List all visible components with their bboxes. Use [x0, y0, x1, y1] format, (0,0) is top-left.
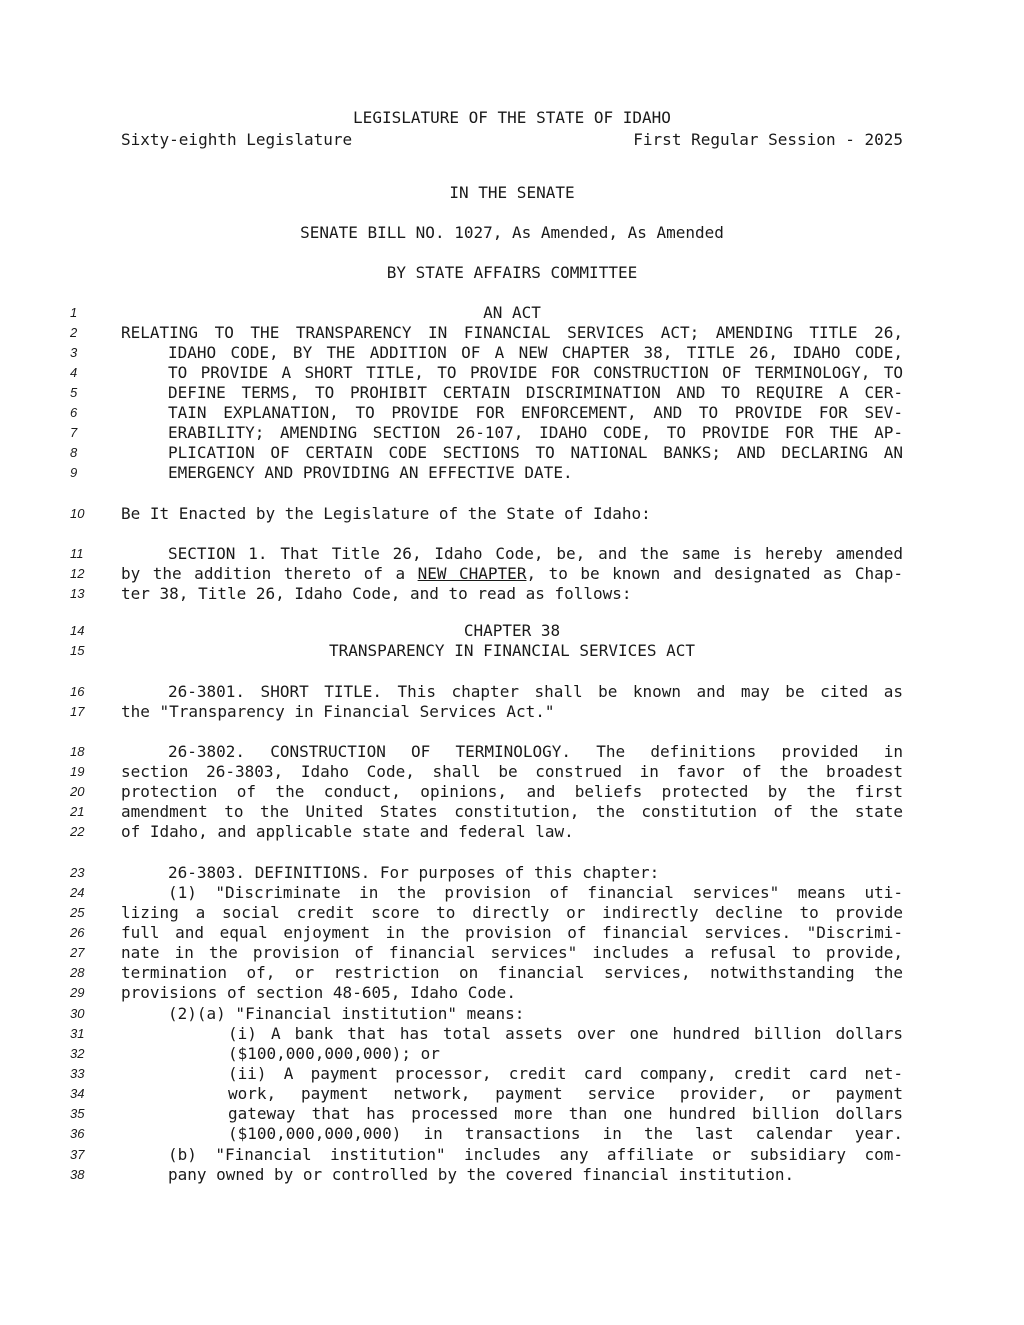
- bill-text-line: ERABILITY; AMENDING SECTION 26-107, IDAHO CODE, TO PROVIDE FOR THE AP-: [168, 423, 903, 442]
- bill-text-line: termination of, or restriction on financial services, notwithstanding the: [121, 963, 903, 982]
- line-number: 8: [70, 445, 78, 460]
- line-number: 35: [70, 1106, 85, 1121]
- line-number: 17: [70, 704, 85, 719]
- bill-text-line: section 26-3803, Idaho Code, shall be construed in favor of the broadest: [121, 762, 903, 781]
- bill-text-line: SECTION 1. That Title 26, Idaho Code, be, and the same is hereby amended: [168, 544, 903, 563]
- bill-text-line: CHAPTER 38: [463, 621, 561, 640]
- line-number: 3: [70, 345, 78, 360]
- line-number: 31: [70, 1026, 85, 1041]
- line-number: 1: [70, 305, 78, 320]
- line-number: 15: [70, 643, 85, 658]
- line-number: 7: [70, 425, 78, 440]
- bill-number: SENATE BILL NO. 1027, As Amended, As Amended: [300, 223, 724, 242]
- line-number: 18: [70, 744, 85, 759]
- line-number: 2: [70, 325, 78, 340]
- line-number: 23: [70, 865, 85, 880]
- bill-text-line: IDAHO CODE, BY THE ADDITION OF A NEW CHAPTER 38, TITLE 26, IDAHO CODE,: [168, 343, 903, 362]
- line-number: 34: [70, 1086, 85, 1101]
- bill-text-line: PLICATION OF CERTAIN CODE SECTIONS TO NATIONAL BANKS; AND DECLARING AN: [168, 443, 903, 462]
- bill-text-line: lizing a social credit score to directly or indirectly decline to provide: [121, 903, 903, 922]
- legislature-heading: LEGISLATURE OF THE STATE OF IDAHO: [353, 108, 671, 127]
- line-number: 27: [70, 945, 85, 960]
- line-number: 29: [70, 985, 85, 1000]
- line-number: 10: [70, 506, 85, 521]
- line-number: 16: [70, 684, 85, 699]
- line-number: 38: [70, 1167, 85, 1182]
- bill-text-line: amendment to the United States constitution, the constitution of the state: [121, 802, 903, 821]
- sponsor-line: BY STATE AFFAIRS COMMITTEE: [386, 263, 638, 282]
- bill-text-line: (2)(a) "Financial institution" means:: [168, 1004, 525, 1023]
- bill-text-line: 26-3802. CONSTRUCTION OF TERMINOLOGY. The definitions provided in: [168, 742, 903, 761]
- line-number: 32: [70, 1046, 85, 1061]
- bill-text-line: TAIN EXPLANATION, TO PROVIDE FOR ENFORCEMENT, AND TO PROVIDE FOR SEV-: [168, 403, 903, 422]
- bill-text-line: by the addition thereto of a NEW CHAPTER, to be known and designated as Chap-: [121, 564, 903, 583]
- bill-text-line: full and equal enjoyment in the provision of financial services. "Discrimi-: [121, 923, 903, 942]
- bill-text-line: 26-3801. SHORT TITLE. This chapter shall be known and may be cited as: [168, 682, 903, 701]
- line-number: 9: [70, 465, 78, 480]
- line-number: 25: [70, 905, 85, 920]
- bill-text-line: provisions of section 48-605, Idaho Code.: [121, 983, 516, 1002]
- bill-text-line: (ii) A payment processor, credit card company, credit card net-: [228, 1064, 903, 1083]
- line-number: 30: [70, 1006, 85, 1021]
- line-number: 21: [70, 804, 85, 819]
- bill-text-line: ($100,000,000,000); or: [228, 1044, 440, 1063]
- line-number: 26: [70, 925, 85, 940]
- line-number: 37: [70, 1147, 85, 1162]
- bill-text-line: of Idaho, and applicable state and federal law.: [121, 822, 574, 841]
- bill-text-line: RELATING TO THE TRANSPARENCY IN FINANCIAL SERVICES ACT; AMENDING TITLE 26,: [121, 323, 903, 342]
- bill-text-line: gateway that has processed more than one hundred billion dollars: [228, 1104, 903, 1123]
- line-number: 36: [70, 1126, 85, 1141]
- line-number: 22: [70, 824, 85, 839]
- session-label: First Regular Session - 2025: [633, 130, 903, 149]
- line-number: 11: [70, 546, 84, 561]
- bill-text-line: (b) "Financial institution" includes any affiliate or subsidiary com-: [168, 1145, 903, 1164]
- bill-text-line: pany owned by or controlled by the covered financial institution.: [168, 1165, 795, 1184]
- bill-text-line: DEFINE TERMS, TO PROHIBIT CERTAIN DISCRIMINATION AND TO REQUIRE A CER-: [168, 383, 903, 402]
- bill-text-line: 26-3803. DEFINITIONS. For purposes of this chapter:: [168, 863, 660, 882]
- bill-text-line: EMERGENCY AND PROVIDING AN EFFECTIVE DATE.: [168, 463, 573, 482]
- bill-text-line: TO PROVIDE A SHORT TITLE, TO PROVIDE FOR CONSTRUCTION OF TERMINOLOGY, TO: [168, 363, 903, 382]
- line-number: 24: [70, 885, 85, 900]
- bill-text-line: Be It Enacted by the Legislature of the State of Idaho:: [121, 504, 651, 523]
- line-number: 4: [70, 365, 78, 380]
- line-number: 28: [70, 965, 85, 980]
- line-number: 33: [70, 1066, 85, 1081]
- line-number: 14: [70, 623, 85, 638]
- line-number: 13: [70, 586, 85, 601]
- line-number: 6: [70, 405, 78, 420]
- line-number: 19: [70, 764, 85, 779]
- bill-text-line: (i) A bank that has total assets over one hundred billion dollars: [228, 1024, 903, 1043]
- chamber-heading: IN THE SENATE: [449, 183, 575, 202]
- line-number: 5: [70, 385, 78, 400]
- bill-text-line: AN ACT: [483, 303, 541, 322]
- bill-text-line: TRANSPARENCY IN FINANCIAL SERVICES ACT: [328, 641, 696, 660]
- bill-text-line: ($100,000,000,000) in transactions in the last calendar year.: [228, 1124, 903, 1143]
- bill-text-line: work, payment network, payment service provider, or payment: [228, 1084, 903, 1103]
- bill-text-line: protection of the conduct, opinions, and beliefs protected by the first: [121, 782, 903, 801]
- bill-text-line: the "Transparency in Financial Services Act.": [121, 702, 555, 721]
- legislature-number: Sixty-eighth Legislature: [121, 130, 353, 149]
- bill-text-line: (1) "Discriminate in the provision of financial services" means uti-: [168, 883, 903, 902]
- line-number: 20: [70, 784, 85, 799]
- new-chapter-underlined: NEW CHAPTER: [417, 564, 527, 583]
- line-number: 12: [70, 566, 85, 581]
- bill-text-line: ter 38, Title 26, Idaho Code, and to read as follows:: [121, 584, 632, 603]
- bill-text-line: nate in the provision of financial services" includes a refusal to provide,: [121, 943, 903, 962]
